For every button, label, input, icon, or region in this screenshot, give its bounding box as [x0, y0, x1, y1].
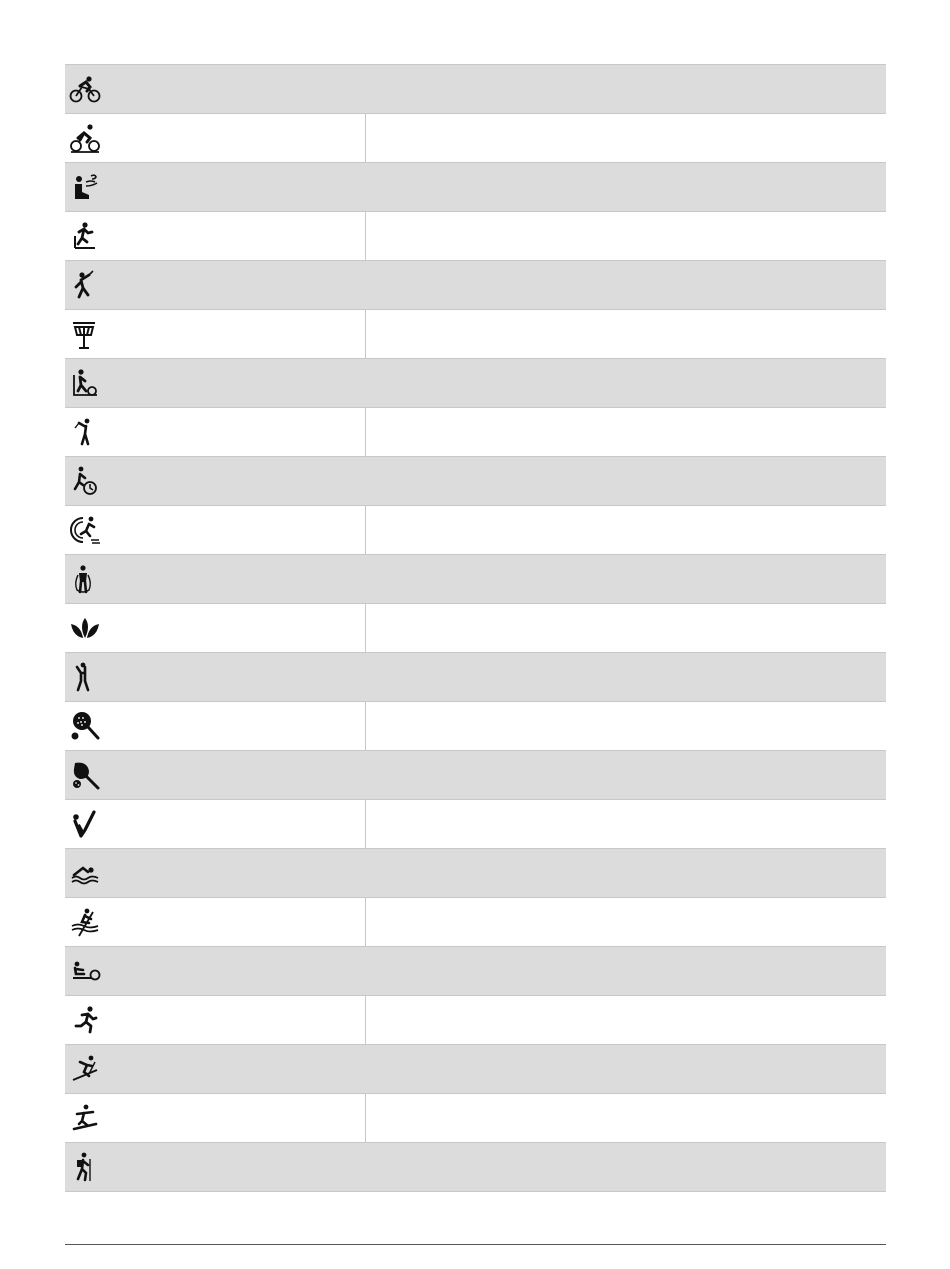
table-row: [65, 653, 886, 702]
footer-divider: [65, 1244, 886, 1245]
table-row: [65, 261, 886, 310]
description-cell: [366, 65, 886, 113]
mountain-bike-icon: [69, 122, 101, 154]
icon-cell: [65, 506, 365, 554]
table-row: [65, 359, 886, 408]
icon-cell: [65, 163, 365, 211]
description-cell: [366, 1143, 886, 1191]
table-row: [65, 800, 886, 849]
icon-cell: [65, 310, 365, 358]
table-row: [65, 65, 886, 114]
description-cell: [366, 898, 886, 946]
table-row: [65, 212, 886, 261]
description-cell: [366, 212, 886, 260]
road-bike-icon: [69, 73, 101, 105]
snowboard-icon: [69, 1102, 101, 1134]
table-row: [65, 506, 886, 555]
hike-icon: [69, 1151, 101, 1183]
icon-cell: [65, 604, 365, 652]
activity-icon-table: [65, 64, 886, 1192]
icon-cell: [65, 702, 365, 750]
table-row: [65, 947, 886, 996]
description-cell: [366, 506, 886, 554]
run-icon: [69, 1004, 101, 1036]
pool-swim-icon: [69, 857, 101, 889]
table-row: [65, 1094, 886, 1143]
icon-cell: [65, 359, 365, 407]
description-cell: [366, 849, 886, 897]
description-cell: [366, 800, 886, 848]
icon-cell: [65, 898, 365, 946]
description-cell: [366, 310, 886, 358]
padel-icon: [69, 710, 101, 742]
indoor-track-icon: [69, 514, 101, 546]
table-row: [65, 751, 886, 800]
table-row: [65, 408, 886, 457]
description-cell: [366, 408, 886, 456]
table-row: [65, 310, 886, 359]
description-cell: [366, 555, 886, 603]
icon-cell: [65, 114, 365, 162]
description-cell: [366, 114, 886, 162]
treadmill-run-icon: [69, 220, 101, 252]
table-row: [65, 114, 886, 163]
table-row: [65, 849, 886, 898]
description-cell: [366, 1094, 886, 1142]
icon-cell: [65, 751, 365, 799]
elliptical-icon: [69, 367, 101, 399]
icon-cell: [65, 800, 365, 848]
description-cell: [366, 604, 886, 652]
table-row: [65, 1143, 886, 1192]
strength-icon: [69, 808, 101, 840]
icon-cell: [65, 408, 365, 456]
indoor-rower-icon: [69, 955, 101, 987]
table-row: [65, 163, 886, 212]
icon-cell: [65, 1045, 365, 1093]
icon-cell: [65, 212, 365, 260]
description-cell: [366, 163, 886, 211]
description-cell: [366, 457, 886, 505]
table-row: [65, 555, 886, 604]
jump-rope-icon: [69, 563, 101, 595]
table-row: [65, 898, 886, 947]
hiit-icon: [69, 465, 101, 497]
description-cell: [366, 947, 886, 995]
description-cell: [366, 996, 886, 1044]
table-row: [65, 996, 886, 1045]
icon-cell: [65, 65, 365, 113]
table-row: [65, 1045, 886, 1094]
icon-cell: [65, 947, 365, 995]
description-cell: [366, 751, 886, 799]
icon-cell: [65, 849, 365, 897]
pilates-icon: [69, 661, 101, 693]
description-cell: [366, 359, 886, 407]
disc-golf-icon: [69, 318, 101, 350]
description-cell: [366, 261, 886, 309]
pickleball-icon: [69, 759, 101, 791]
lotus-yoga-icon: [69, 612, 101, 644]
ski-icon: [69, 1053, 101, 1085]
icon-cell: [65, 1094, 365, 1142]
table-row: [65, 702, 886, 751]
golf-icon: [69, 416, 101, 448]
icon-cell: [65, 1143, 365, 1191]
description-cell: [366, 702, 886, 750]
icon-cell: [65, 996, 365, 1044]
breathwork-icon: [69, 171, 101, 203]
rowing-icon: [69, 906, 101, 938]
icon-cell: [65, 261, 365, 309]
cardio-icon: [69, 269, 101, 301]
description-cell: [366, 1045, 886, 1093]
icon-cell: [65, 555, 365, 603]
table-row: [65, 457, 886, 506]
table-row: [65, 604, 886, 653]
icon-cell: [65, 653, 365, 701]
description-cell: [366, 653, 886, 701]
icon-cell: [65, 457, 365, 505]
